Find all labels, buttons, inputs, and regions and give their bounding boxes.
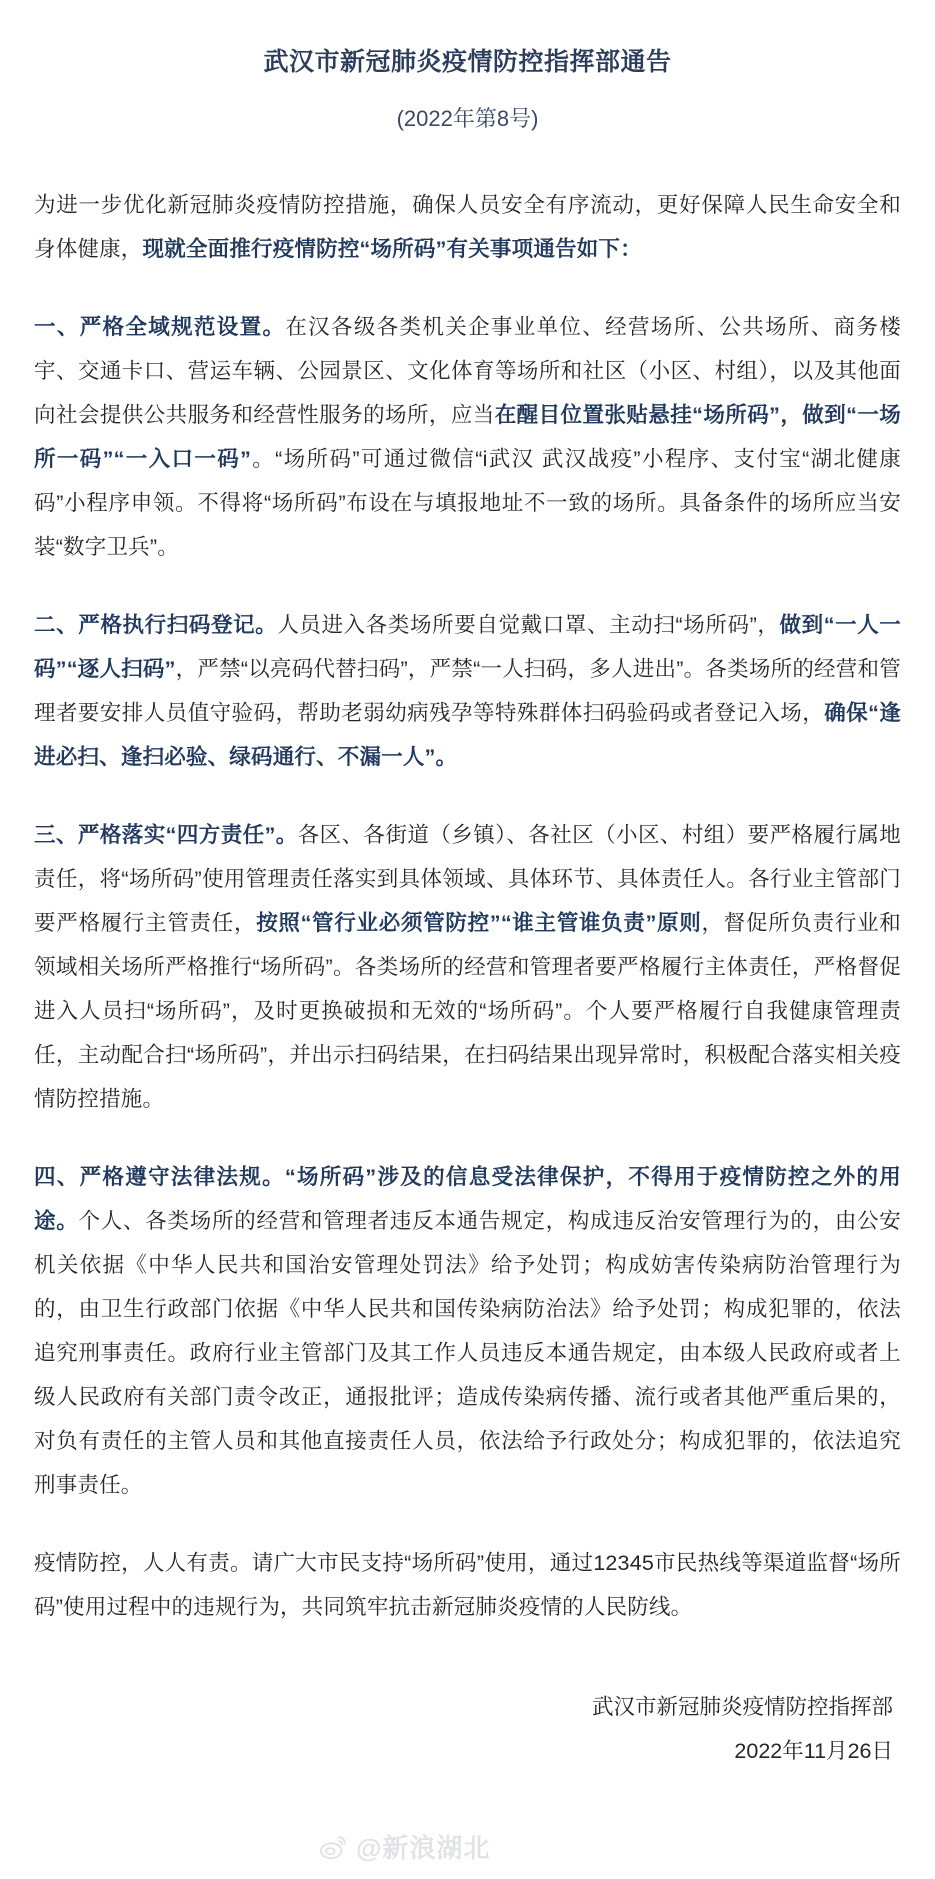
emphasis-run: 按照“管行业必须管防控”“谁主管谁负责”原则 — [256, 910, 702, 935]
text-run: 人员进入各类场所要自觉戴口罩、主动扫“场所码”， — [277, 612, 780, 637]
emphasis-run: 三、严格落实“四方责任”。 — [34, 822, 298, 847]
emphasis-run: 一、严格全域规范设置。 — [34, 314, 286, 339]
text-run: 各区、各街道（乡镇）、各社区（小区、村组）要严格履行属地责任，将“场所码”使用管理责任落实到具体领域、具体环节、具体责任人。各行业主管部门要严格履行主管责任， — [34, 822, 901, 935]
text-run: 。“场所码”可通过微信“i武汉 武汉战疫”小程序、支付宝“湖北健康码”小程序申领。不得将“场所码”布设在与填报地址不一致的场所。具备条件的场所应当安装“数字卫兵”。 — [34, 446, 901, 559]
text-run: 个人、各类场所的经营和管理者违反本通告规定，构成违反治安管理行为的，由公安机关依据《中华人民共和国治安管理处罚法》给予处罚；构成妨害传染病防治管理行为的，由卫生行政部门依据《中华人民共和国传染病防治法》给予处罚；构成犯罪的，依法追究刑事责任。政府行业主管部门及其工作人员违反本通告规定，由本级人民政府或者上级人民政府有关部门责令改正，通报批评；造成传染病传播、流行或者其他严重后果的，对负有责任的主管人员和其他直接责任人员，依法给予行政处分；构成犯罪的，依法追究刑事责任。 — [34, 1208, 902, 1497]
page-title: 武汉市新冠肺炎疫情防控指挥部通告 — [263, 48, 672, 76]
weibo-icon — [318, 1832, 348, 1862]
issuing-authority: 武汉市新冠肺炎疫情防控指挥部 — [591, 1694, 893, 1719]
text-run: ，严禁“以亮码代替扫码”，严禁“一人扫码，多人进出”。各类场所的经营和管理者要安排人员值守验码，帮助老弱幼病残孕等特殊群体扫码验码或者登记入场， — [34, 656, 901, 725]
paragraph-article-2 — [34, 603, 901, 779]
paragraph-closing — [34, 1541, 901, 1629]
paragraph-article-4 — [34, 1155, 901, 1507]
emphasis-run: 做到“一人一码”“逐人扫码” — [34, 612, 902, 681]
watermark-handle: @新浪湖北 — [356, 1833, 491, 1863]
text-run: 疫情防控，人人有责。请广大市民支持“场所码”使用，通过12345市民热线等渠道监督“场所码”使用过程中的违规行为，共同筑牢抗击新冠肺炎疫情的人民防线。 — [34, 1550, 901, 1619]
emphasis-run: 二、严格执行扫码登记。 — [34, 612, 278, 637]
document-number: (2022年第8号) — [396, 105, 539, 131]
paragraph-article-3 — [34, 813, 901, 1121]
text-run: ，督促所负责行业和领域相关场所严格推行“场所码”。各类场所的经营和管理者要严格履行主体责任，严格督促进入人员扫“场所码”，及时更换破损和无效的“场所码”。个人要严格履行自我健康管理责任，主动配合扫“场所码”，并出示扫码结果，在扫码结果出现异常时，积极配合落实相关疫情防控措施。 — [34, 910, 901, 1111]
footer-spacer — [28, 1773, 907, 1829]
text-run: 在汉各级各类机关企事业单位、经营场所、公共场所、商务楼宇、交通卡口、营运车辆、公园景区、文化体育等场所和社区（小区、村组），以及其他面向社会提供公共服务和经营性服务的场所，应当 — [34, 314, 902, 427]
text-run: 为进一步优化新冠肺炎疫情防控措施，确保人员安全有序流动，更好保障人民生命安全和身体健康， — [34, 192, 901, 261]
emphasis-run: 确保“逢进必扫、逢扫必验、绿码通行、不漏一人”。 — [34, 700, 901, 769]
emphasis-run: 四、严格遵守法律法规。“场所码”涉及的信息受法律保护，不得用于疫情防控之外的用途。 — [34, 1164, 901, 1233]
emphasis-run: 现就全面推行疫情防控“场所码”有关事项通告如下： — [142, 236, 642, 261]
paragraph-article-1 — [34, 305, 901, 569]
document-body — [28, 183, 907, 1629]
signature-block — [28, 1685, 907, 1773]
emphasis-run: 在醒目位置张贴悬挂“场所码”，做到“一场所一码”“一入口一码” — [34, 402, 901, 471]
watermark — [318, 1828, 490, 1865]
issue-date: 2022年11月26日 — [734, 1738, 893, 1763]
paragraph-preamble — [34, 183, 901, 271]
